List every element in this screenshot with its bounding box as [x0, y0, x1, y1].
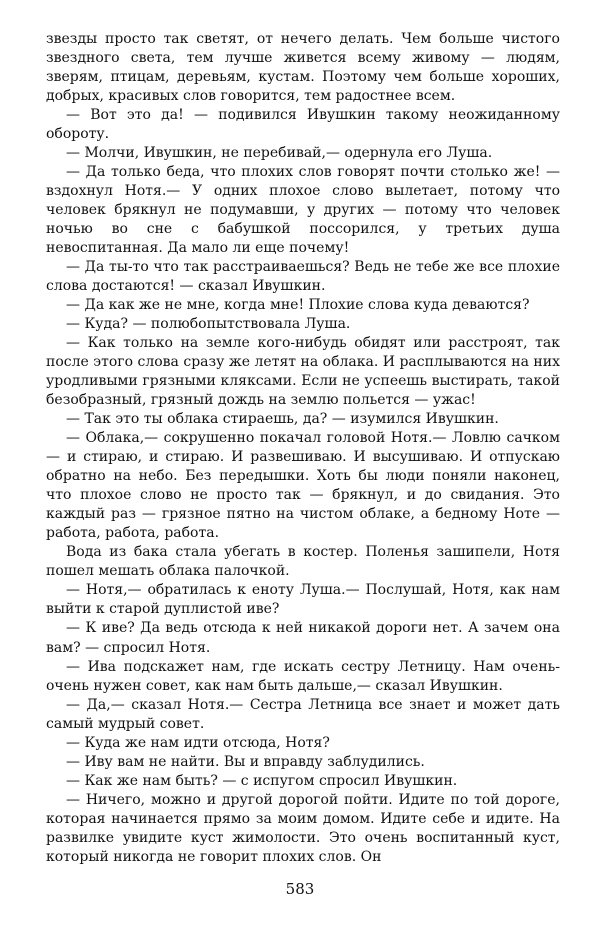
paragraph-6: — Да как же не мне, когда мне! Плохие слова куда деваются?	[66, 297, 530, 314]
paragraph-15: — Да,— сказал Нотя.— Сестра Летница все знает и может дать самый мудрый совет.	[46, 696, 560, 732]
paragraph-11: Вода из бака стала убегать в костер. Поленья зашипели, Нотя пошел мешать облака палочкой.	[46, 544, 560, 580]
paragraph-12: — Нотя,— обратилась к еноту Луша.— Послушай, Нотя, как нам выйти к старой дуплистой иве?	[46, 582, 560, 618]
paragraph-7: — Куда? — полюбопытствовала Луша.	[66, 316, 351, 333]
paragraph-1: звезды просто так светят, от нечего делать. Чем больше чистого звездного света, тем лучше живется всему живому — людям, зверям, птицам, деревьям, кустам. Поэтому чем больше хороших, добрых, красивых слов говорится, тем радостнее всем.	[46, 31, 560, 105]
paragraph-9: — Так это ты облака стираешь, да? — изумился Ивушкин.	[66, 411, 499, 428]
paragraph-18: — Как же нам быть? — с испугом спросил Ивушкин.	[66, 772, 458, 789]
paragraph-8: — Как только на земле кого-нибудь обидят или расстроят, так после этого слова сразу же летят на облака. И расплываются на них уродливыми грязными кляксами. Если не успеешь выстирать, такой безобразный, грязный дождь на землю польется — ужас!	[46, 335, 560, 409]
page-number: 583	[285, 880, 315, 898]
paragraph-13: — К иве? Да ведь отсюда к ней никакой дороги нет. А зачем она вам? — спросил Нотя.	[46, 620, 560, 656]
paragraph-3: — Молчи, Ивушкин, не перебивай,— одернула его Луша.	[66, 145, 493, 162]
paragraph-17: — Иву вам не найти. Вы и вправду заблудились.	[66, 753, 425, 770]
paragraph-14: — Ива подскажет нам, где искать сестру Летницу. Нам очень-очень нужен совет, как нам быть дальше,— сказал Ивушкин.	[46, 658, 560, 694]
paragraph-5: — Да ты-то что так расстраиваешься? Ведь не тебе же все плохие слова достаются! — сказал Ивушкин.	[46, 259, 560, 295]
paragraph-2: — Вот это да! — подивился Ивушкин такому неожиданному обороту.	[46, 107, 560, 143]
paragraph-16: — Куда же нам идти отсюда, Нотя?	[66, 734, 330, 751]
paragraph-19: — Ничего, можно и другой дорогой пойти. Идите по той дороге, которая начинается прямо за моим домом. Идите себе и идите. На развилке увидите куст жимолости. Это очень воспитанный куст, который никогда не говорит плохих слов. Он	[46, 791, 560, 865]
book-page-text	[46, 30, 560, 867]
paragraph-4: — Да только беда, что плохих слов говорят почти столько же! — вздохнул Нотя.— У одних плохое слово вылетает, потому что человек брякнул не подумавши, у других — потому что человек ночью во сне с бабушкой поссорился, у третьих душа невоспитанная. Да мало ли еще почему!	[46, 164, 560, 257]
paragraph-10: — Облака,— сокрушенно покачал головой Нотя.— Ловлю сачком — и стираю, и стираю. И развешиваю. И высушиваю. И отпускаю обратно на небо. Без передышки. Хоть бы люди поняли наконец, что плохое слово не просто так — брякнул, и до свидания. Это каждый раз — грязное пятно на чистом облаке, а бедному Ноте — работа, работа, работа.	[46, 430, 560, 542]
